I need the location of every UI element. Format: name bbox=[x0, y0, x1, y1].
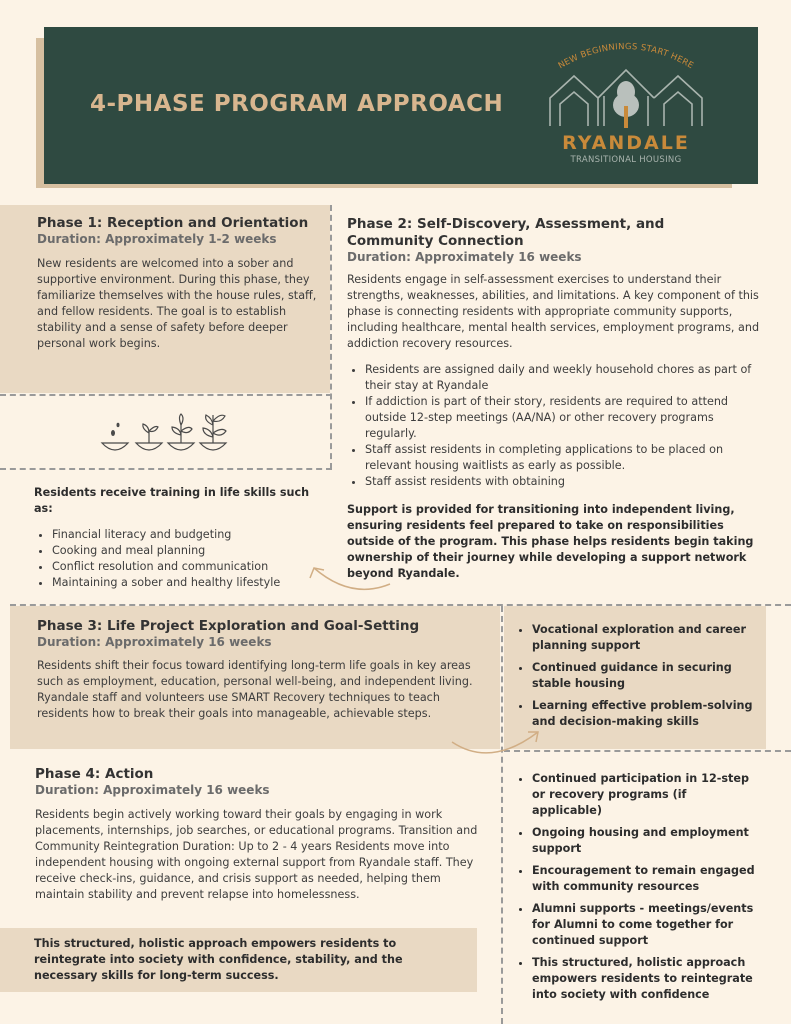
phase3-divider-bottom bbox=[504, 750, 791, 752]
phase1-duration: Duration: Approximately 1-2 weeks bbox=[37, 232, 277, 246]
list-item: • Learning effective problem-solving and decision-making skills bbox=[532, 698, 754, 730]
list-item: • Ongoing housing and employment support bbox=[532, 825, 758, 857]
phase1-section bbox=[37, 215, 317, 352]
phase3-duration: Duration: Approximately 16 weeks bbox=[37, 635, 272, 649]
phase3-list-section bbox=[514, 622, 754, 736]
phase4-section bbox=[35, 766, 480, 903]
life-skills-section bbox=[34, 485, 324, 591]
logo-arc-text: NEW BEGINNINGS START HERE bbox=[556, 41, 696, 72]
phase3-section bbox=[37, 618, 477, 722]
list-item: • Staff assist residents with obtaining bbox=[365, 474, 767, 490]
phase2-section bbox=[347, 216, 767, 582]
list-item: • This structured, holistic approach empowers residents to reintegrate into society with confidence bbox=[532, 955, 758, 1003]
phase4-list-section bbox=[514, 771, 758, 1009]
phase4-closing-section bbox=[34, 936, 466, 984]
phase3-title: Phase 3: Life Project Exploration and Goal-Setting bbox=[37, 618, 420, 634]
phase1-divider-v bbox=[330, 205, 332, 469]
phase1-divider-h1 bbox=[0, 394, 332, 396]
phase2-title-line1: Phase 2: Self-Discovery, Assessment, and bbox=[347, 216, 665, 232]
phase4-closing: This structured, holistic approach empowers residents to reintegrate into society with confidence, stability, and the necessary skills for long-term success. bbox=[34, 937, 403, 982]
phase2-closing: Support is provided for transitioning into independent living, ensuring residents feel prepared to take on responsibilities outside of the program. This phase helps residents begin taking ownership of their journey while developing a support network beyond Ryandale. bbox=[347, 503, 754, 580]
list-item: • If addiction is part of their story, residents are required to attend outside 12-step meetings (AA/NA) or other recovery programs regularly. bbox=[365, 394, 767, 442]
phase1-divider-h2 bbox=[0, 468, 332, 470]
list-item: • Vocational exploration and career planning support bbox=[532, 622, 754, 654]
tree-icon bbox=[613, 81, 639, 128]
curved-arrow-icon bbox=[306, 558, 396, 598]
phase3-body: Residents shift their focus toward identifying long-term life goals in key areas such as employment, education, personal well-being, and independent living. Ryandale staff and volunteers use SMART Recovery techniques to teach residents how to break their goals into manageable, achievable steps. bbox=[37, 659, 473, 720]
ryandale-logo bbox=[544, 34, 708, 168]
life-skills-heading: Residents receive training in life skills such as: bbox=[34, 486, 310, 515]
list-item: • Staff assist residents in completing applications to be placed on relevant housing waitlists as early as possible. bbox=[365, 442, 767, 474]
phase2-list bbox=[347, 362, 767, 490]
list-item: • Cooking and meal planning bbox=[52, 543, 324, 559]
phase4-body: Residents begin actively working toward their goals by engaging in work placements, internships, job searches, or educational programs. Transition and Community Reintegration Duration: Up to 2 - 4 years Residents move into independent housing with ongoing external support from Ryandale staff. They receive check-ins, guidance, and crisis support as needed, helping them maintain stability and prevent relapse into homelessness. bbox=[35, 808, 478, 901]
phase4-duration: Duration: Approximately 16 weeks bbox=[35, 783, 270, 797]
list-item: • Residents are assigned daily and weekly household chores as part of their stay at Ryandale bbox=[365, 362, 767, 394]
phase2-duration: Duration: Approximately 16 weeks bbox=[347, 250, 582, 264]
seedling-growth-icon bbox=[100, 407, 236, 459]
logo-subtitle: TRANSITIONAL HOUSING bbox=[570, 155, 682, 165]
page-title: 4-PHASE PROGRAM APPROACH bbox=[90, 91, 504, 117]
phase4-list bbox=[514, 771, 758, 1003]
list-item: • Financial literacy and budgeting bbox=[52, 527, 324, 543]
phase1-body: New residents are welcomed into a sober and supportive environment. During this phase, they familiarize themselves with the house rules, staff, and fellow residents. The goal is to establish stability and a sense of safety before deeper personal work begins. bbox=[37, 257, 317, 350]
phase2-body: Residents engage in self-assessment exercises to understand their strengths, weaknesses, abilities, and limitations. A key component of this phase is connecting residents with appropriate community supports, including healthcare, mental health services, employment programs, and addiction recovery resources. bbox=[347, 273, 760, 350]
logo-name: RYANDALE bbox=[562, 132, 690, 154]
list-item: • Conflict resolution and communication bbox=[52, 559, 324, 575]
phase1-title: Phase 1: Reception and Orientation bbox=[37, 215, 309, 231]
curved-arrow-icon bbox=[446, 728, 546, 762]
list-item: • Continued guidance in securing stable housing bbox=[532, 660, 754, 692]
phase4-title: Phase 4: Action bbox=[35, 766, 154, 782]
list-item: • Maintaining a sober and healthy lifestyle bbox=[52, 575, 324, 591]
list-item: • Alumni supports - meetings/events for Alumni to come together for continued support bbox=[532, 901, 758, 949]
life-skills-list bbox=[34, 527, 324, 591]
list-item: • Continued participation in 12-step or recovery programs (if applicable) bbox=[532, 771, 758, 819]
phase3-list bbox=[514, 622, 754, 730]
phase3-divider-v bbox=[501, 606, 503, 1024]
list-item: • Encouragement to remain engaged with community resources bbox=[532, 863, 758, 895]
phase2-title-line2: Community Connection bbox=[347, 233, 524, 249]
